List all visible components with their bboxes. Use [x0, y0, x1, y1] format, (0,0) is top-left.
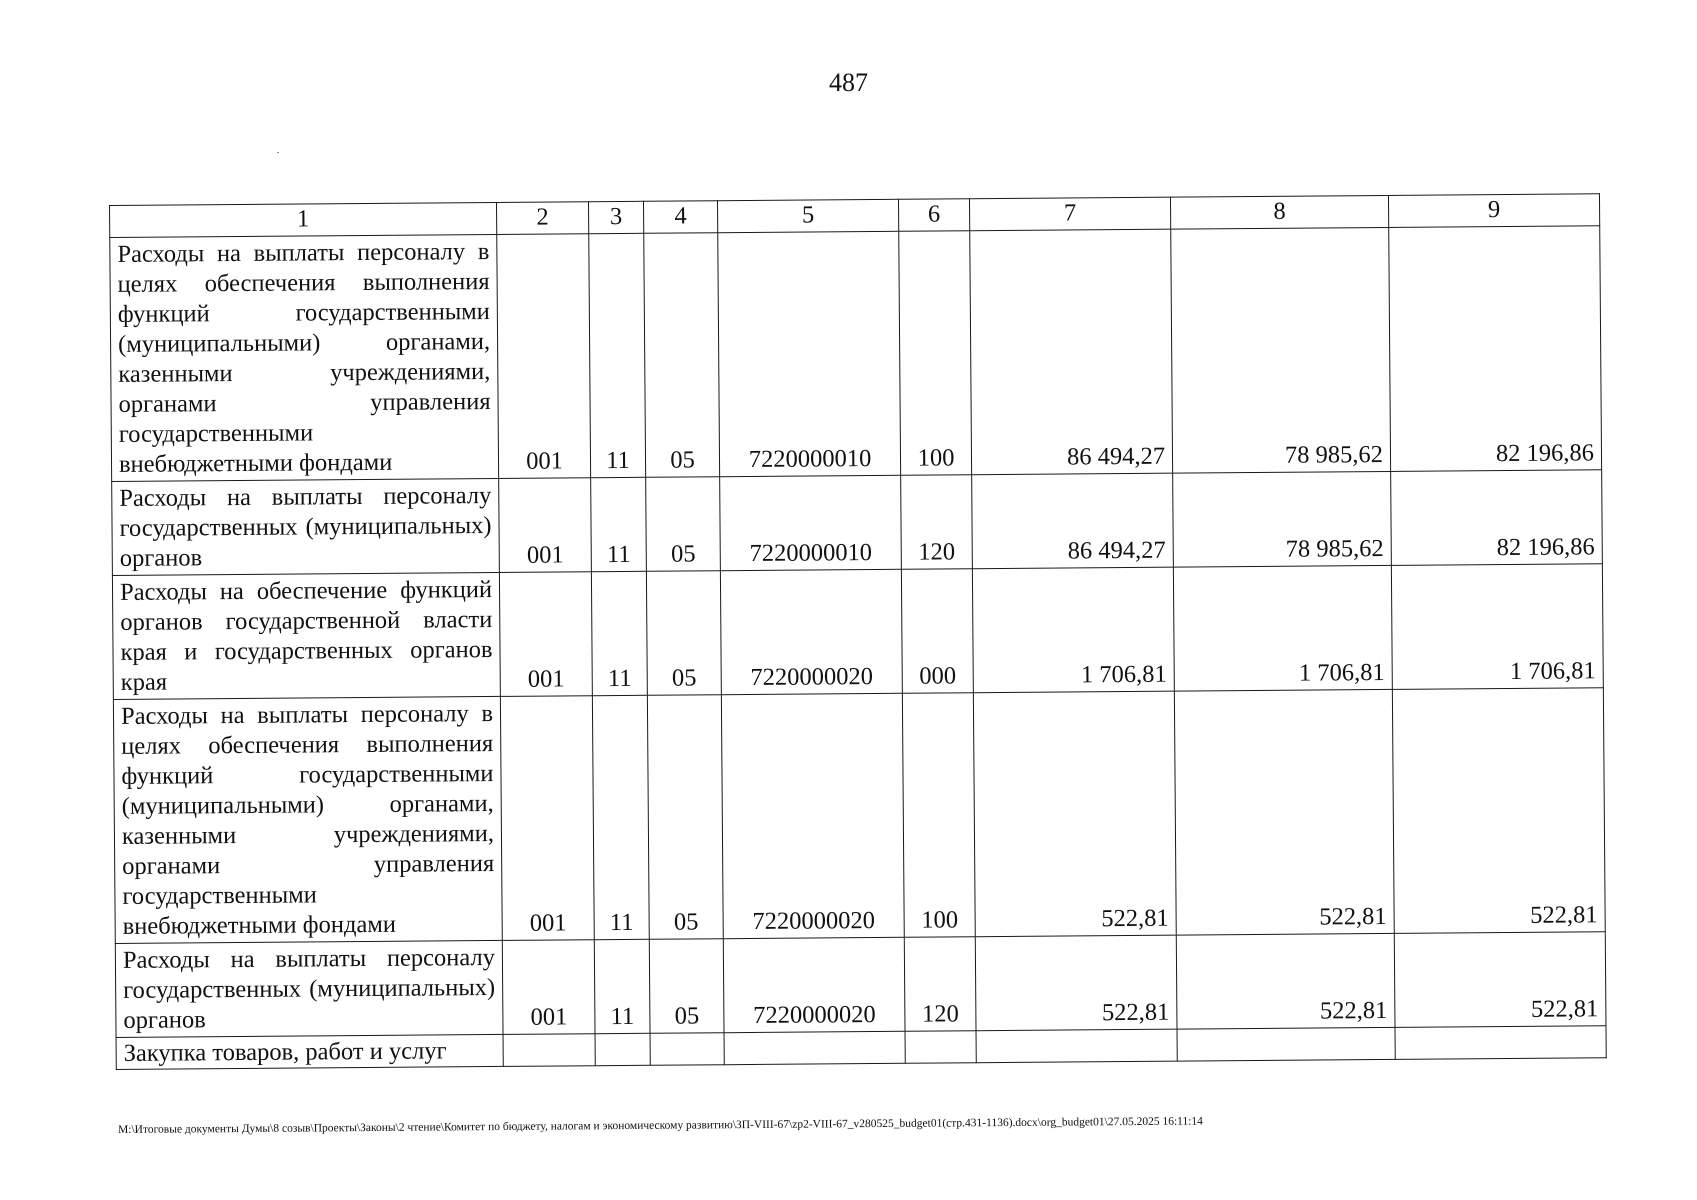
row-target-code: 7220000020: [720, 569, 902, 694]
table-row: [112, 470, 1603, 576]
row-section-code: 11: [594, 939, 650, 1033]
row-amount-col7: 522,81: [975, 935, 1177, 1031]
row-description: Расходы на выплаты персоналу в целях обеспечения выполнения функций государственными (муниципальными) органами, казенными учреждениями, органами управления государственными внебюджетными фондами: [110, 234, 499, 481]
table-row: [113, 688, 1605, 944]
header-cell: 7: [969, 197, 1170, 231]
row-section-code: 11: [591, 571, 647, 695]
row-description: Расходы на выплаты персоналу государственных (муниципальных) органов: [112, 478, 500, 575]
row-amount-col9: 522,81: [1392, 688, 1605, 934]
footer-file-path: М:\Итоговые документы Думы\8 созыв\Проекты\Законы\2 чтение\Комитет по бюджету, налогам и экономическому развитию\ЗП-VIII-67\zp2-VIII-67_v280525_budget01(стр.431-1136).docx\org_budget01\27.05.2025 16:11:14: [118, 1115, 1203, 1136]
row-amount-col8: 78 985,62: [1173, 471, 1392, 567]
row-target-code: [724, 1031, 905, 1064]
row-subsection-code: 05: [646, 477, 721, 572]
scan-speck: [277, 152, 279, 153]
row-section-code: 11: [589, 233, 646, 477]
header-cell: 1: [110, 202, 497, 237]
row-amount-col8: [1177, 1027, 1395, 1061]
row-amount-col9: [1395, 1026, 1606, 1060]
row-ministry-code: 001: [499, 478, 592, 573]
row-amount-col8: 522,81: [1176, 933, 1395, 1029]
table-row: [110, 226, 1602, 482]
row-subsection-code: [650, 1033, 724, 1066]
header-cell: 5: [717, 199, 898, 232]
row-ministry-code: [503, 1034, 595, 1067]
row-target-code: 7220000020: [723, 937, 905, 1032]
row-subsection-code: 05: [646, 571, 721, 696]
table-row: [112, 564, 1603, 700]
row-expense-type-code: [905, 1031, 976, 1064]
row-section-code: 11: [591, 477, 647, 571]
row-target-code: 7220000010: [718, 231, 901, 476]
row-expense-type-code: 100: [899, 231, 972, 476]
row-amount-col7: 86 494,27: [972, 473, 1174, 569]
row-subsection-code: 05: [644, 233, 720, 478]
row-section-code: [595, 1033, 650, 1065]
row-section-code: 11: [592, 695, 649, 939]
header-cell: 3: [588, 201, 643, 233]
row-subsection-code: 05: [649, 939, 724, 1034]
row-ministry-code: 001: [499, 572, 592, 697]
row-expense-type-code: 000: [901, 569, 973, 694]
header-cell: 8: [1170, 195, 1388, 229]
header-cell: 2: [496, 202, 588, 235]
budget-table: [109, 193, 1607, 1070]
row-amount-col9: 1 706,81: [1391, 564, 1603, 690]
row-amount-col9: 522,81: [1394, 932, 1606, 1028]
header-cell: 9: [1388, 194, 1599, 228]
row-target-code: 7220000020: [721, 693, 904, 938]
row-amount-col7: 522,81: [973, 691, 1176, 937]
row-amount-col7: 86 494,27: [970, 229, 1173, 475]
row-subsection-code: 05: [647, 695, 723, 940]
table-row: [115, 932, 1606, 1038]
row-description: Расходы на выплаты персоналу государственных (муниципальных) органов: [115, 940, 503, 1037]
row-amount-col8: 78 985,62: [1171, 227, 1391, 473]
row-description: Закупка товаров, работ и услуг: [116, 1034, 503, 1069]
row-ministry-code: 001: [500, 696, 594, 941]
row-amount-col8: 522,81: [1174, 689, 1394, 935]
row-description: Расходы на выплаты персоналу в целях обеспечения выполнения функций государственными (муниципальными) органами, казенными учреждениями, органами управления государственными внебюджетными фондами: [113, 696, 502, 943]
row-amount-col9: 82 196,86: [1391, 470, 1603, 566]
row-ministry-code: 001: [502, 940, 595, 1035]
row-expense-type-code: 120: [901, 475, 973, 570]
row-amount-col8: 1 706,81: [1173, 565, 1392, 691]
row-target-code: 7220000010: [720, 475, 902, 570]
row-amount-col7: [976, 1029, 1177, 1063]
row-amount-col7: 1 706,81: [972, 567, 1174, 693]
page-number: 487: [829, 68, 868, 97]
row-amount-col9: 82 196,86: [1389, 226, 1602, 472]
header-cell: 4: [643, 201, 717, 234]
row-expense-type-code: 100: [902, 693, 975, 938]
header-cell: 6: [898, 199, 969, 232]
row-expense-type-code: 120: [904, 937, 976, 1032]
row-description: Расходы на обеспечение функций органов государственной власти края и государственных органов края: [112, 572, 500, 699]
row-ministry-code: 001: [497, 234, 591, 479]
